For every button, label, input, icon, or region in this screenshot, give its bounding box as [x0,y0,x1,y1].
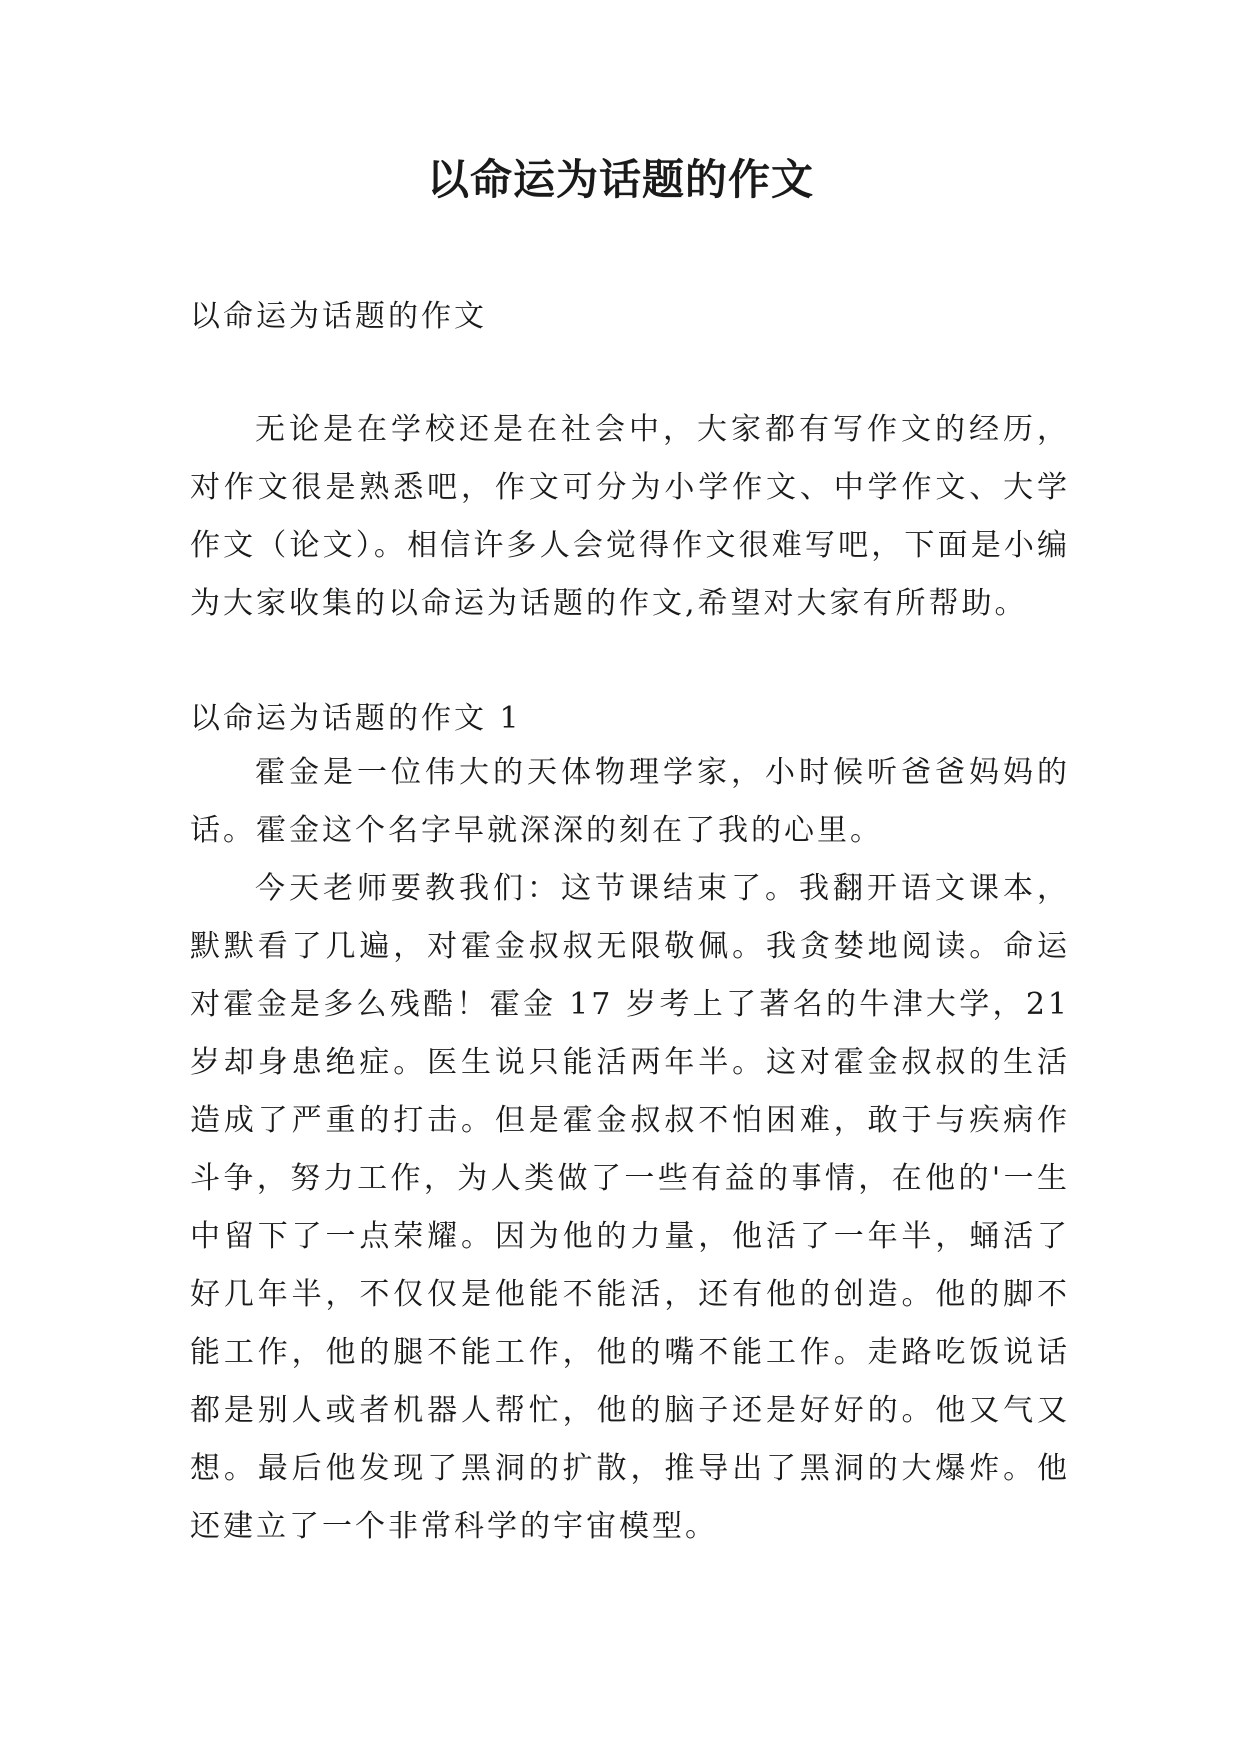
document-subtitle: 以命运为话题的作文 [190,299,487,334]
section-heading: 以命运为话题的作文 1 [190,701,522,736]
essay-paragraph-1: 霍金是一位伟大的天体物理学家，小时候听爸爸妈妈的话。霍金这个名字早就深深的刻在了我的心里。 [190,755,1070,848]
document-title: 以命运为话题的作文 [426,155,814,204]
intro-paragraph: 无论是在学校还是在社会中，大家都有写作文的经历，对作文很是熟悉吧，作文可分为小学作文、中学作文、大学作文（论文）。相信许多人会觉得作文很难写吧，下面是小编为大家收集的以命运为话题的作文,希望对大家有所帮助。 [190,412,1070,621]
essay-paragraph-2: 今天老师要教我们：这节课结束了。我翻开语文课本，默默看了几遍，对霍金叔叔无限敬佩。我贪婪地阅读。命运对霍金是多么残酷！霍金 17 岁考上了著名的牛津大学，21 岁却身患绝症。医生说只能活两年半。这对霍金叔叔的生活造成了严重的打击。但是霍金叔叔不怕困难，敢于与疾病作斗争，努力工作，为人类做了一些有益的事情，在他的'一生中留下了一点荣耀。因为他的力量，他活了一年半，蛹活了好几年半，不仅仅是他能不能活，还有他的创造。他的脚不能工作，他的腿不能工作，他的嘴不能工作。走路吃饭说话都是别人或者机器人帮忙，他的脑子还是好好的。他又气又想。最后他发现了黑洞的扩散，推导出了黑洞的大爆炸。他还建立了一个非常科学的宇宙模型。 [190,871,1070,1544]
essay-body [190,744,1070,1556]
